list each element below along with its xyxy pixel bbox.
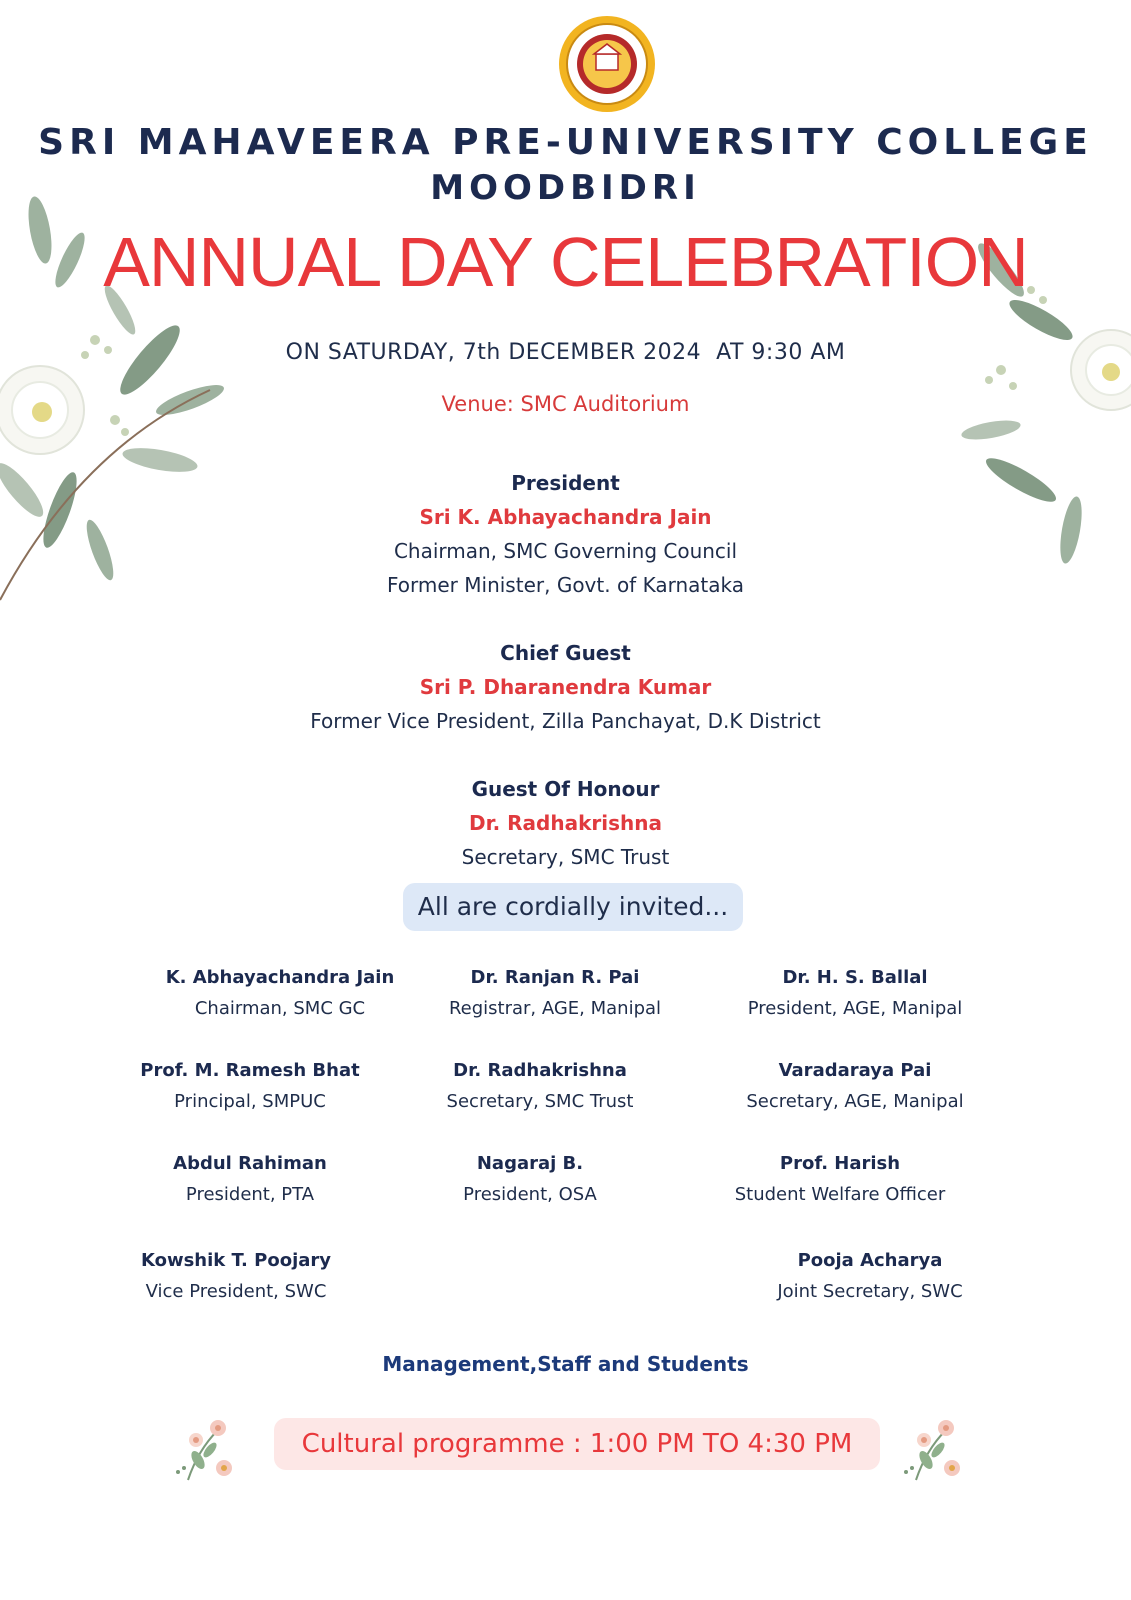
host-item [380, 1149, 680, 1211]
host-name: Abdul Rahiman [173, 1153, 327, 1174]
host-name: Dr. Radhakrishna [453, 1060, 627, 1081]
invite-banner: All are cordially invited... [403, 883, 743, 931]
chief-guest-role: Chief Guest [500, 641, 631, 665]
flower-ornament-right-icon [896, 1410, 976, 1490]
event-title: ANNUAL DAY CELEBRATION [103, 223, 1028, 301]
college-name-line1: SRI MAHAVEERA PRE-UNIVERSITY COLLEGE [38, 122, 1093, 163]
host-item [695, 1056, 1015, 1118]
host-desc: Vice President, SWC [145, 1281, 327, 1302]
host-desc: Chairman, SMC GC [194, 998, 366, 1019]
president-desc2: Former Minister, Govt. of Karnataka [387, 573, 744, 597]
host-desc: Principal, SMPUC [174, 1091, 326, 1112]
event-date: ON SATURDAY, 7th DECEMBER 2024 AT 9:30 AM [285, 340, 846, 365]
host-item [100, 1056, 400, 1118]
host-item [405, 963, 705, 1025]
cultural-programme-banner: Cultural programme : 1:00 PM TO 4:30 PM [274, 1418, 880, 1470]
host-desc: Secretary, SMC Trust [446, 1091, 634, 1112]
host-name: K. Abhayachandra Jain [165, 967, 395, 988]
host-desc: President, AGE, Manipal [747, 998, 963, 1019]
president-block [0, 466, 1131, 602]
host-item [86, 1246, 386, 1308]
host-item [695, 963, 1015, 1025]
host-name: Dr. Ranjan R. Pai [470, 967, 640, 988]
host-desc: Registrar, AGE, Manipal [448, 998, 662, 1019]
guest-of-honour-block [0, 772, 1131, 874]
host-desc: Secretary, AGE, Manipal [746, 1091, 964, 1112]
president-role: President [511, 471, 620, 495]
chief-guest-name: Sri P. Dharanendra Kumar [419, 675, 712, 699]
host-name: Prof. Harish [779, 1153, 901, 1174]
president-name: Sri K. Abhayachandra Jain [419, 505, 712, 529]
event-venue: Venue: SMC Auditorium [441, 392, 690, 416]
host-item [100, 1149, 400, 1211]
chief-guest-block [0, 636, 1131, 738]
closing-line: Management,Staff and Students [382, 1352, 749, 1376]
host-item [680, 1149, 1000, 1211]
host-name: Dr. H. S. Ballal [782, 967, 928, 988]
host-name: Kowshik T. Poojary [140, 1250, 332, 1271]
host-item [720, 1246, 1020, 1308]
host-desc: President, PTA [185, 1184, 315, 1205]
guest-of-honour-role: Guest Of Honour [471, 777, 660, 801]
college-name-line2: MOODBIDRI [430, 168, 701, 208]
host-desc: President, OSA [463, 1184, 597, 1205]
guest-of-honour-name: Dr. Radhakrishna [468, 811, 663, 835]
college-seal-icon [536, 14, 678, 114]
president-desc1: Chairman, SMC Governing Council [393, 539, 738, 563]
host-name: Nagaraj B. [476, 1153, 584, 1174]
host-desc: Joint Secretary, SWC [777, 1281, 963, 1302]
host-name: Varadaraya Pai [778, 1060, 932, 1081]
host-item [130, 963, 430, 1025]
guest-of-honour-desc: Secretary, SMC Trust [461, 845, 670, 869]
host-name: Pooja Acharya [797, 1250, 943, 1271]
host-item [390, 1056, 690, 1118]
host-desc: Student Welfare Officer [734, 1184, 946, 1205]
chief-guest-desc: Former Vice President, Zilla Panchayat, D.K District [310, 709, 821, 733]
host-name: Prof. M. Ramesh Bhat [140, 1060, 360, 1081]
flower-ornament-left-icon [168, 1410, 248, 1490]
